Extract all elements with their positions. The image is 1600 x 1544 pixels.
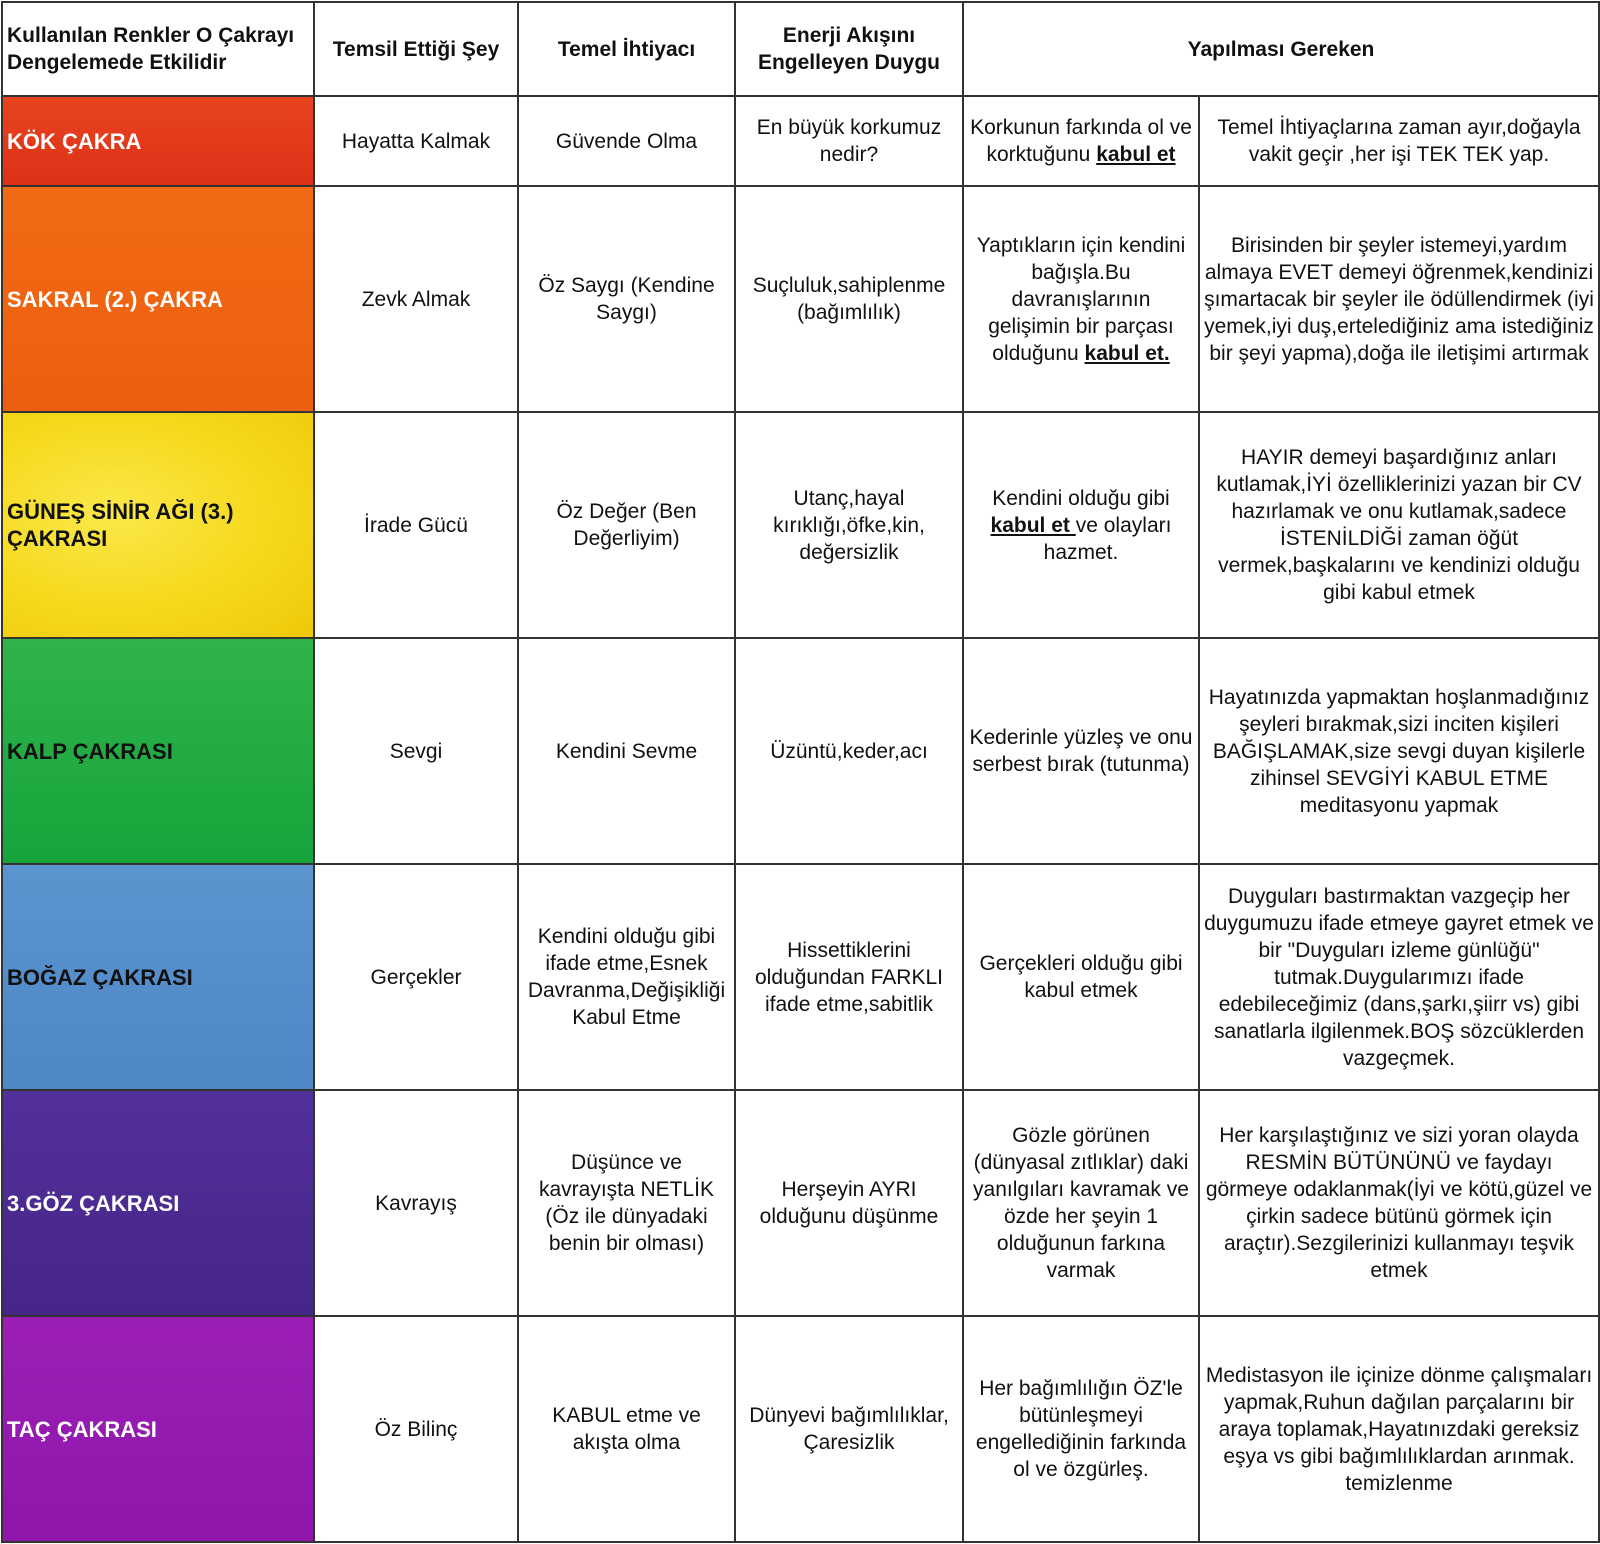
represents-cell: İrade Gücü	[314, 412, 518, 638]
todo-a-cell	[963, 1316, 1199, 1542]
todo-a-keyword: kabul et	[990, 513, 1076, 537]
todo-b-cell: Her karşılaştığınız ve sizi yoran olayda RESMİN BÜTÜNÜNÜ ve faydayı görmeye odaklanmak(İyi ve kötü,güzel ve çirkin sadece bütünü görmek için araçtır).Sezgilerinizi kullanmayı teşvik etmek	[1199, 1090, 1599, 1316]
todo-a-text: Gerçekleri olduğu gibi kabul etmek	[979, 952, 1183, 1002]
table-row	[2, 864, 1599, 1090]
represents-cell: Zevk Almak	[314, 186, 518, 412]
todo-a-cell	[963, 96, 1199, 186]
table-row	[2, 412, 1599, 638]
todo-a-text: Gözle görünen (dünyasal zıtlıklar) daki yanılgıları kavramak ve özde her şeyin 1 olduğunun farkına varmak	[973, 1124, 1189, 1282]
chakra-name: 3.GÖZ ÇAKRASI	[2, 1090, 314, 1316]
todo-a-text: Korkunun farkında ol ve korktuğunu	[970, 116, 1192, 166]
table-body	[2, 96, 1599, 1542]
blocker-cell: En büyük korkumuz nedir?	[735, 96, 963, 186]
represents-cell: Kavrayış	[314, 1090, 518, 1316]
header-need: Temel İhtiyacı	[518, 2, 735, 96]
todo-a-cell	[963, 186, 1199, 412]
table-header	[2, 2, 1599, 96]
need-cell: Güvende Olma	[518, 96, 735, 186]
blocker-cell: Üzüntü,keder,acı	[735, 638, 963, 864]
todo-a-cell	[963, 1090, 1199, 1316]
chakra-name: BOĞAZ ÇAKRASI	[2, 864, 314, 1090]
todo-a-text: Kendini olduğu gibi	[992, 486, 1170, 510]
blocker-cell: Hissettiklerini olduğundan FARKLI ifade etme,sabitlik	[735, 864, 963, 1090]
todo-b-cell: Duyguları bastırmaktan vazgeçip her duygumuzu ifade etmeye gayret etmek ve bir "Duyguları izleme günlüğü" tutmak.Duygularımızı ifade edebileceğimiz (dans,şarkı,şiirr vs) gibi sanatlarla ilgilenmek.BOŞ sözcüklerden vazgeçmek.	[1199, 864, 1599, 1090]
need-cell: Kendini olduğu gibi ifade etme,Esnek Davranma,Değişikliği Kabul Etme	[518, 864, 735, 1090]
todo-a-cell	[963, 412, 1199, 638]
table-row	[2, 1316, 1599, 1542]
chakra-name: KALP ÇAKRASI	[2, 638, 314, 864]
todo-b-cell: Hayatınızda yapmaktan hoşlanmadığınız şeyleri bırakmak,sizi inciten kişileri BAĞIŞLAMAK,size sevgi duyan kişilerle zihinsel SEVGİYİ KABUL ETME meditasyonu yapmak	[1199, 638, 1599, 864]
todo-a-text: Kederinle yüzleş ve onu serbest bırak (tutunma)	[969, 726, 1193, 776]
todo-b-cell: Temel İhtiyaçlarına zaman ayır,doğayla vakit geçir ,her işi TEK TEK yap.	[1199, 96, 1599, 186]
todo-b-cell: Birisinden bir şeyler istemeyi,yardım almaya EVET demeyi öğrenmek,kendinizi şımartacak bir şeyler ile ödüllendirmek (iyi yemek,iyi duş,ertelediğiniz ama istediğiniz bir şeyi yapma),doğa ile iletişimi artırmak	[1199, 186, 1599, 412]
table-row	[2, 1090, 1599, 1316]
blocker-cell: Utanç,hayal kırıklığı,öfke,kin, değersizlik	[735, 412, 963, 638]
chakra-name: KÖK ÇAKRA	[2, 96, 314, 186]
blocker-cell: Suçluluk,sahiplenme (bağımlılık)	[735, 186, 963, 412]
need-cell: Düşünce ve kavrayışta NETLİK (Öz ile dünyadaki benin bir olması)	[518, 1090, 735, 1316]
table-row	[2, 638, 1599, 864]
todo-a-keyword: kabul et.	[1084, 341, 1170, 365]
header-row	[2, 2, 1599, 96]
need-cell: Öz Değer (Ben Değerliyim)	[518, 412, 735, 638]
todo-a-cell	[963, 864, 1199, 1090]
represents-cell: Öz Bilinç	[314, 1316, 518, 1542]
chakra-table	[1, 1, 1600, 1543]
need-cell: Kendini Sevme	[518, 638, 735, 864]
table-row	[2, 186, 1599, 412]
chakra-name: TAÇ ÇAKRASI	[2, 1316, 314, 1542]
todo-a-text: Yaptıkların için kendini bağışla.Bu davranışlarının gelişimin bir parçası olduğunu	[976, 233, 1186, 365]
todo-b-cell: Medistasyon ile içinize dönme çalışmaları yapmak,Ruhun dağılan parçalarını bir araya toplamak,Hayatınızdaki gereksiz eşya vs gibi bağımlılıklardan arınmak. temizlenme	[1199, 1316, 1599, 1542]
need-cell: Öz Saygı (Kendine Saygı)	[518, 186, 735, 412]
blocker-cell: Herşeyin AYRI olduğunu düşünme	[735, 1090, 963, 1316]
represents-cell: Gerçekler	[314, 864, 518, 1090]
todo-a-keyword: kabul et	[1096, 143, 1176, 166]
header-blocker: Enerji Akışını Engelleyen Duygu	[735, 2, 963, 96]
table-row	[2, 96, 1599, 186]
header-todo: Yapılması Gereken	[963, 2, 1599, 96]
header-represents: Temsil Ettiği Şey	[314, 2, 518, 96]
todo-a-text: Her bağımlılığın ÖZ'le bütünleşmeyi engellediğinin farkında ol ve özgürleş.	[975, 1377, 1187, 1481]
header-colors: Kullanılan Renkler O Çakrayı Dengelemede Etkilidir	[2, 2, 314, 96]
todo-b-cell: HAYIR demeyi başardığınız anları kutlamak,İYİ özelliklerinizi yazan bir CV hazırlamak ve onu kutlamak,sadece İSTENİLDİĞİ zaman öğüt vermek,başkalarını ve kendinizi olduğu gibi kabul etmek	[1199, 412, 1599, 638]
todo-a-tail: ve olayları hazmet.	[1043, 513, 1172, 564]
blocker-cell: Dünyevi bağımlılıklar, Çaresizlik	[735, 1316, 963, 1542]
chakra-name: SAKRAL (2.) ÇAKRA	[2, 186, 314, 412]
represents-cell: Sevgi	[314, 638, 518, 864]
need-cell: KABUL etme ve akışta olma	[518, 1316, 735, 1542]
chakra-name: GÜNEŞ SİNİR AĞI (3.) ÇAKRASI	[2, 412, 314, 638]
represents-cell: Hayatta Kalmak	[314, 96, 518, 186]
todo-a-cell	[963, 638, 1199, 864]
